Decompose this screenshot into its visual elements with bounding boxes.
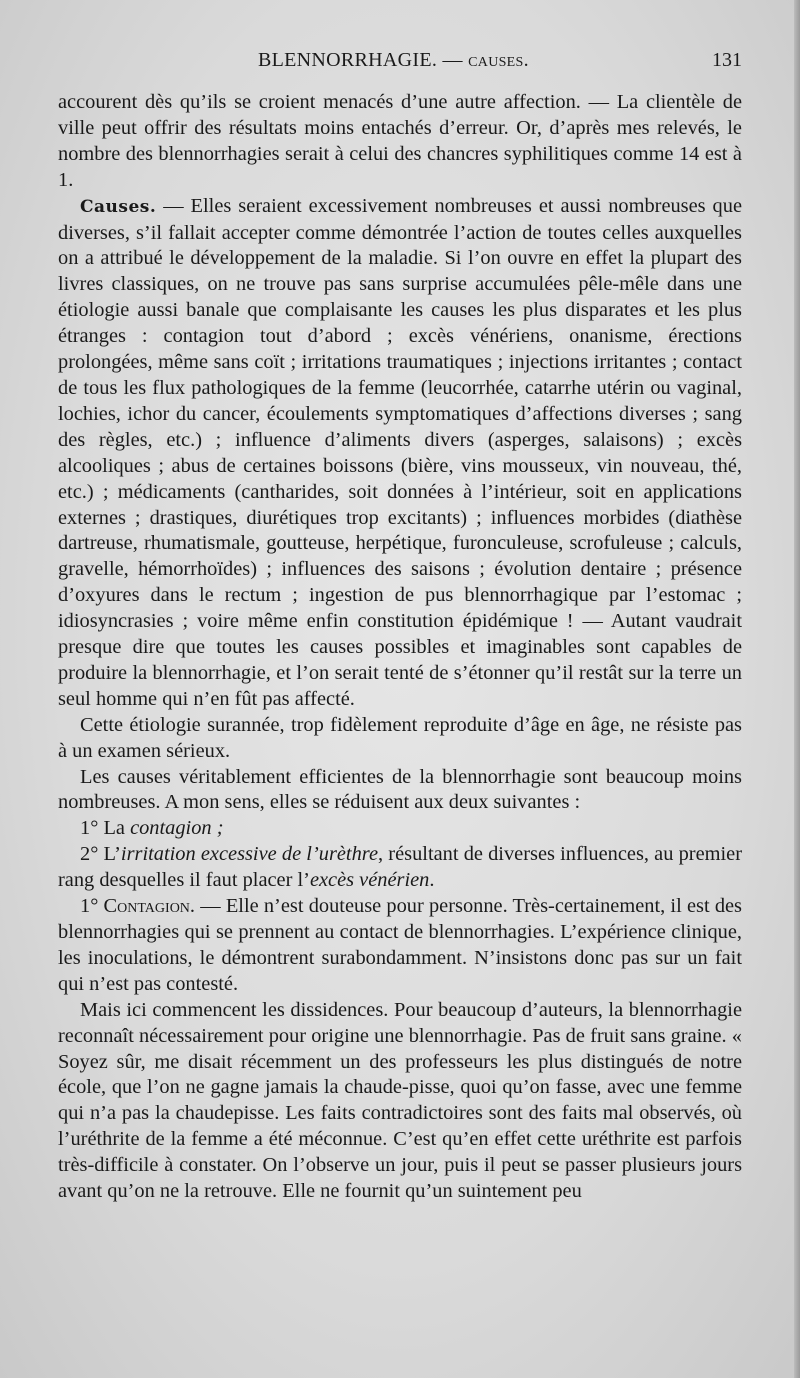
item2-num: 2° L’ xyxy=(80,843,121,866)
item2-em: irritation excessive de l’urèthre xyxy=(120,843,379,866)
header-dash: — xyxy=(442,49,463,71)
item1-em: contagion ; xyxy=(130,817,224,840)
causes-text: — Elles seraient excessivement nombreuses et aussi nombreuses que diverses, s’il fallait accepter comme démontrée l’action de toutes celles auxquelles on a attribué le développement de la maladie. Si l’on ouvre en effet la plupart des livres classiques, on ne trouve pas sans surprise accumulées pêle-mêle dans une étiologie aussi banale que complaisante les causes les plus disparates et les plus étranges : contagion tout d’abord ; excès vénériens, onanisme, érections prolongées, même sans coït ; irritations traumatiques ; injections irritantes ; contact de tous les flux pathologiques de la femme (leucorrhée, catarrhe utérin ou vaginal, lochies, ichor du cancer, écoulements symptomatiques d’affections diverses ; sang des règles, etc.) ; influence d’aliments divers (asperges, salaisons) ; excès alcooliques ; abus de certaines boissons (bière, vins mousseux, vin nouveau, thé, etc.) ; médicaments (cantharides, soit données à l’intérieur, soit en applications externes ; drastiques, diurétiques trop excitants) ; influences morbides (diathèse dartreuse, rhumatismale, goutteuse, herpétique, furonculeuse, scrofuleuse ; calculs, gravelle, hémorrhoïdes) ; influences des saisons ; évolution dentaire ; présence d’oxyures dans le rectum ; ingestion de pus blennorrhagique par l’estomac ; idiosyncrasies ; voire même enfin constitution épidémique ! — Autant vaudrait presque dire que toutes les causes possibles et imaginables sont capables de produire la blennorrhagie, et l’on serait tenté de s’étonner qu’il restât sur la terre un seul homme qui n’en fût pas affecté. xyxy=(58,194,742,710)
header-section: causes. xyxy=(468,49,529,71)
list-item-1 xyxy=(58,816,742,842)
item2-rest: , résultant de diverses influences, au premier rang desquelles il faut placer l’ xyxy=(58,843,742,892)
paragraph-4: Les causes véritablement efficientes de la blennorrhagie sont beaucoup moins nombreuses. A mon sens, elles se réduisent aux deux suivantes : xyxy=(58,765,742,814)
paragraph-causes xyxy=(58,194,742,713)
list-item-2 xyxy=(58,842,742,894)
causes-heading: Causes. xyxy=(80,196,157,217)
running-title xyxy=(258,49,529,72)
paragraph-6: Mais ici commencent les dissidences. Pour beaucoup d’auteurs, la blennorrhagie reconnaît nécessairement pour origine une blennorrhagie. Pas de fruit sans graine. « Soyez sûr, me disait récemment un des professeurs les plus distingués de notre école, que l’on ne gagne jamais la chaude-pisse, quoi qu’on fasse, avec une femme qui n’a pas la chaudepisse. Les faits contradictoires sont des faits mal observés, où l’uréthrite de la femme a été méconnue. C’est qu’en effet cette uréthrite est parfois très-difficile à constater. On l’observe un jour, puis il peut se passer plusieurs jours avant qu’on ne la retrouve. Elle ne fournit qu’un suintement peu xyxy=(58,998,742,1203)
running-header xyxy=(58,49,742,79)
page-number: 131 xyxy=(712,49,742,71)
paragraph-1: accourent dès qu’ils se croient menacés d’une autre affection. — La clientèle de ville peut offrir des résultats moins entachés d’erreur. Or, d’après mes relevés, le nombre des blennorrhagies serait à celui des chancres syphilitiques comme 14 est à 1. xyxy=(58,91,742,191)
paragraph-contagion xyxy=(58,894,742,998)
paragraph-3: Cette étiologie surannée, trop fidèlement reproduite d’âge en âge, ne résiste pas à un examen sérieux. xyxy=(58,713,742,762)
header-title: BLENNORRHAGIE. xyxy=(258,49,438,71)
page-body xyxy=(58,90,742,1205)
item2-end: . xyxy=(429,869,435,892)
item1-num: 1° La xyxy=(80,817,131,840)
page-edge-shadow xyxy=(794,0,800,1378)
item2-em2: excès vénérien xyxy=(309,869,430,892)
contagion-text: — Elle n’est douteuse pour personne. Très-certainement, il est des blennorrhagies qui se prennent au contact de blennorrhagies. L’expérience clinique, les inoculations, le démontrent surabondamment. N’insistons donc pas sur un fait qui n’est pas contesté. xyxy=(58,895,742,995)
contagion-heading: 1° Contagion. xyxy=(80,895,196,918)
